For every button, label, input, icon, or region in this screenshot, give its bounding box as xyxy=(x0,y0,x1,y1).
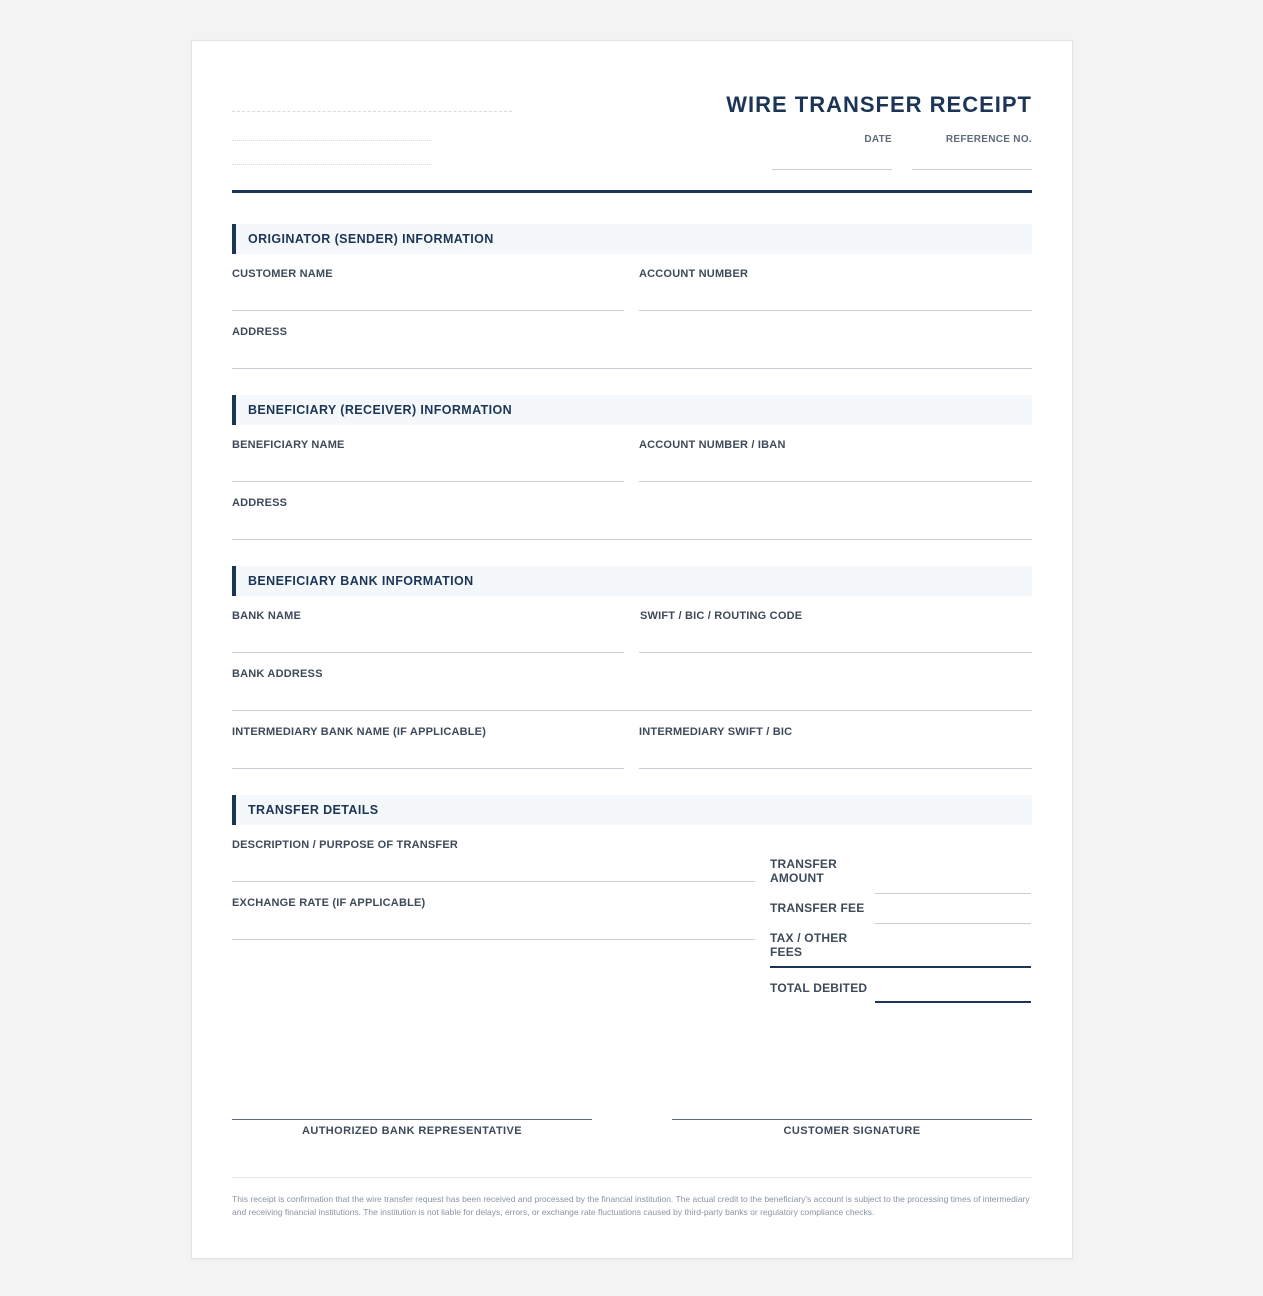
section-title: BENEFICIARY (RECEIVER) INFORMATION xyxy=(248,403,513,417)
section-title: BENEFICIARY BANK INFORMATION xyxy=(248,574,474,588)
customer-signature-line[interactable] xyxy=(672,1119,1032,1120)
sender-address-label: ADDRESS xyxy=(232,326,288,338)
transfer-fee-field[interactable] xyxy=(875,923,1031,924)
intermediary-swift-field[interactable] xyxy=(639,768,1032,769)
swift-field[interactable] xyxy=(639,652,1032,653)
date-label: DATE xyxy=(864,134,892,145)
header-divider xyxy=(232,190,1032,193)
org-address-line-1[interactable] xyxy=(232,140,432,141)
transfer-fee-label: TRANSFER FEE xyxy=(770,901,865,915)
org-address-line-2[interactable] xyxy=(232,164,432,165)
reference-label: REFERENCE NO. xyxy=(945,134,1032,145)
transfer-amount-field[interactable] xyxy=(875,893,1031,894)
section-transfer xyxy=(232,795,1032,825)
beneficiary-account-field[interactable] xyxy=(639,481,1032,482)
transfer-amount-label-line1: TRANSFER xyxy=(770,857,837,871)
swift-label: SWIFT / BIC / ROUTING CODE xyxy=(640,610,803,622)
transfer-amount-label xyxy=(770,857,837,885)
customer-name-field[interactable] xyxy=(232,310,624,311)
exchange-rate-field[interactable] xyxy=(232,939,755,940)
receipt-page xyxy=(191,40,1073,1259)
bank-rep-signature-line[interactable] xyxy=(232,1119,592,1120)
beneficiary-account-label: ACCOUNT NUMBER / IBAN xyxy=(639,439,786,451)
total-debited-field[interactable] xyxy=(875,1001,1031,1003)
bank-rep-signature-label: AUTHORIZED BANK REPRESENTATIVE xyxy=(302,1125,522,1137)
customer-name-label: CUSTOMER NAME xyxy=(232,268,333,280)
beneficiary-address-label: ADDRESS xyxy=(232,497,288,509)
section-beneficiary xyxy=(232,395,1032,425)
section-bank xyxy=(232,566,1032,596)
tax-fees-label-line2: FEES xyxy=(770,945,803,959)
section-title: TRANSFER DETAILS xyxy=(248,803,379,817)
beneficiary-name-field[interactable] xyxy=(232,481,624,482)
sender-address-field[interactable] xyxy=(232,368,1032,369)
date-field[interactable] xyxy=(772,169,892,170)
beneficiary-address-field[interactable] xyxy=(232,539,1032,540)
beneficiary-name-label: BENEFICIARY NAME xyxy=(232,439,345,451)
tax-fees-label-line1: TAX / OTHER xyxy=(770,931,848,945)
exchange-rate-label: EXCHANGE RATE (IF APPLICABLE) xyxy=(232,897,426,909)
section-originator xyxy=(232,224,1032,254)
description-field[interactable] xyxy=(232,881,755,882)
description-label: DESCRIPTION / PURPOSE OF TRANSFER xyxy=(232,839,459,851)
sender-account-label: ACCOUNT NUMBER xyxy=(639,268,749,280)
disclaimer-text: This receipt is confirmation that the wire transfer request has been received and processed by the financial institution. The actual credit to the beneficiary's account is subject to the processing times of intermediary and receiving financial institutions. The institution is not liable for delays, errors, or exchange rate fluctuations caused by third-party banks or regulatory compliance checks. xyxy=(232,1194,1030,1217)
document-title: WIRE TRANSFER RECEIPT xyxy=(726,92,1032,117)
bank-name-field[interactable] xyxy=(232,652,624,653)
tax-fees-label xyxy=(770,931,847,959)
bank-address-label: BANK ADDRESS xyxy=(232,668,323,680)
section-title: ORIGINATOR (SENDER) INFORMATION xyxy=(248,232,494,246)
org-name-line[interactable] xyxy=(232,111,512,112)
footer-divider xyxy=(232,1177,1032,1178)
bank-address-field[interactable] xyxy=(232,710,1032,711)
intermediary-name-label: INTERMEDIARY BANK NAME (IF APPLICABLE) xyxy=(232,726,487,738)
intermediary-swift-label: INTERMEDIARY SWIFT / BIC xyxy=(639,726,793,738)
total-debited-label: TOTAL DEBITED xyxy=(770,981,868,995)
tax-fees-field[interactable] xyxy=(770,966,1031,968)
transfer-amount-label-line2: AMOUNT xyxy=(770,871,824,885)
intermediary-name-field[interactable] xyxy=(232,768,624,769)
customer-signature-label: CUSTOMER SIGNATURE xyxy=(783,1125,921,1137)
reference-field[interactable] xyxy=(912,169,1032,170)
sender-account-field[interactable] xyxy=(639,310,1032,311)
bank-name-label: BANK NAME xyxy=(232,610,302,622)
